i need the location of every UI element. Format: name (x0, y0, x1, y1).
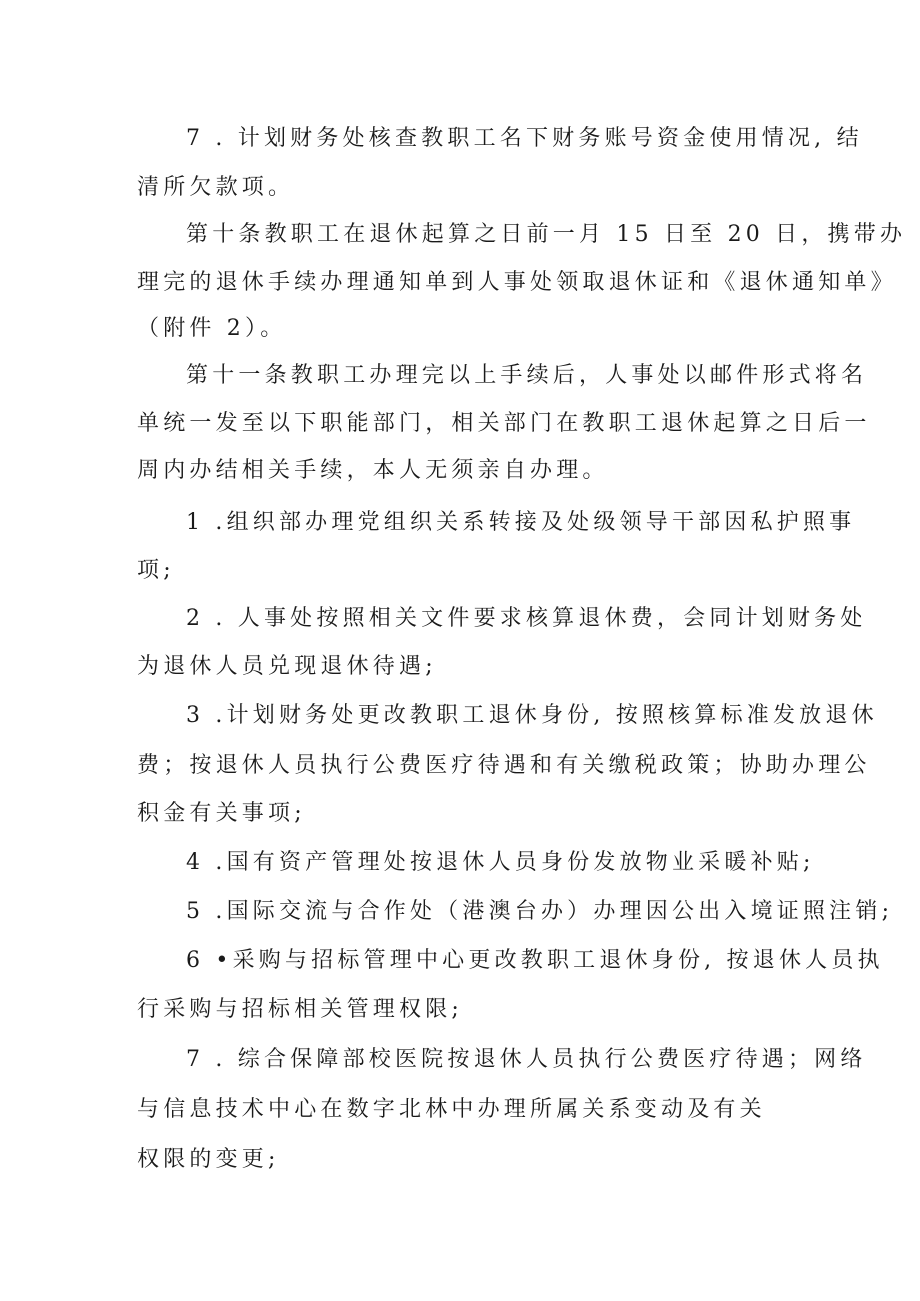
text-line: 权限的变更; (137, 1147, 280, 1172)
text-line: 2 . 人事处按照相关文件要求核算退休费，会同计划财务处 (186, 606, 867, 631)
text-line: （附件 2）。 (137, 316, 287, 341)
text-line: 4 .国有资产管理处按退休人员身份发放物业采暖补贴; (186, 850, 815, 875)
text-line: 积金有关事项; (137, 801, 306, 826)
text-line: 清所欠款项。 (137, 175, 295, 200)
text-line: 行采购与招标相关管理权限; (137, 997, 464, 1022)
text-line: 第十条教职工在退休起算之日前一月 15 日至 20 日，携带办 (186, 222, 907, 247)
text-line: 7 . 综合保障部校医院按退休人员执行公费医疗待遇；网络 (186, 1047, 867, 1072)
text-line: 3 .计划财务处更改教职工退休身份, 按照核算标准发放退休 (186, 703, 878, 728)
text-line: 7 . 计划财务处核查教职工名下财务账号资金使用情况, 结 (186, 126, 863, 151)
text-line: 5 .国际交流与合作处（港澳台办）办理因公出入境证照注销; (186, 899, 894, 924)
text-line: 理完的退休手续办理通知单到人事处领取退休证和《退休通知单》 (137, 270, 897, 295)
text-line: 为退休人员兑现退休待遇; (137, 654, 437, 679)
text-line: 第十一条教职工办理完以上手续后，人事处以邮件形式将名 (186, 363, 868, 388)
text-line: 与信息技术中心在数字北林中办理所属关系变动及有关 (137, 1097, 766, 1122)
text-line: 费；按退休人员执行公费医疗待遇和有关缴税政策；协助办理公 (137, 753, 871, 778)
text-line: 单统一发至以下职能部门，相关部门在教职工退休起算之日后一 (137, 411, 871, 436)
text-line: 1 .组织部办理党组织关系转接及处级领导干部因私护照事 (186, 510, 856, 535)
text-line: 周内办结相关手续，本人无须亲自办理。 (137, 458, 609, 483)
text-line: 项; (137, 558, 175, 583)
text-line: 6 •采购与招标管理中心更改教职工退休身份, 按退休人员执 (186, 948, 884, 973)
